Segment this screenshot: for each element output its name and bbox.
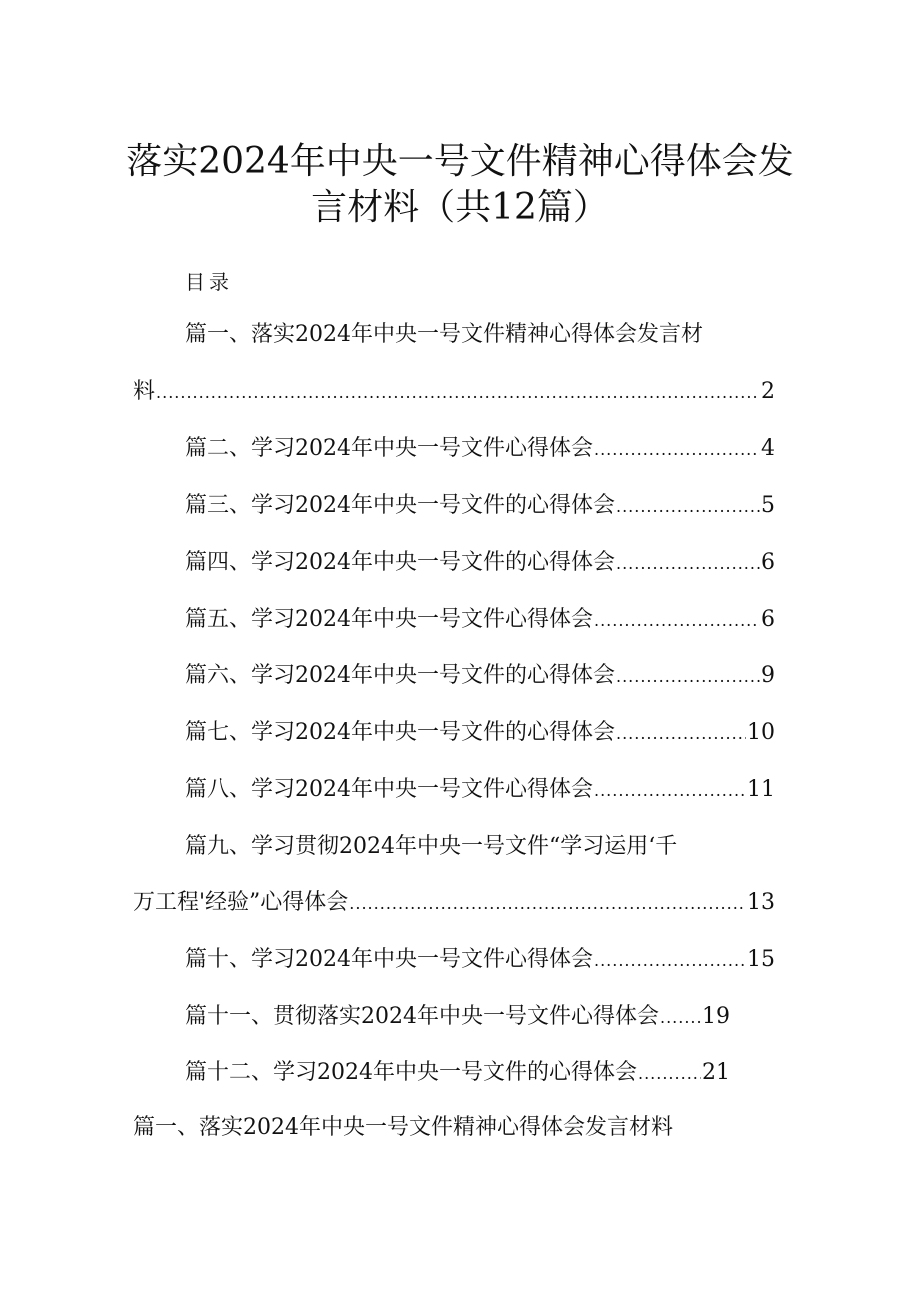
toc-entry-7[interactable] (185, 718, 775, 749)
toc-entry-5[interactable] (185, 605, 775, 636)
toc-entry-text: 篇十一、贯彻落实2024年中央一号文件心得体会 (185, 1004, 659, 1029)
toc-page-number: 5 (761, 493, 775, 518)
toc-entry-text: 篇五、学习2024年中央一号文件心得体会 (185, 607, 593, 632)
toc-entry-12[interactable] (185, 1058, 730, 1089)
toc-entry-text: 篇八、学习2024年中央一号文件心得体会 (185, 777, 593, 802)
toc-entry-text: 篇六、学习2024年中央一号文件的心得体会 (185, 663, 615, 688)
dot-leader (616, 662, 760, 692)
dot-leader (616, 492, 760, 522)
toc-entry-10[interactable] (185, 945, 775, 976)
toc-entry-text: 篇二、学习2024年中央一号文件心得体会 (185, 436, 593, 461)
document-title-line-2: 言材料（共12篇） (311, 187, 609, 228)
dot-leader (638, 1059, 701, 1089)
toc-entry-text: 篇三、学习2024年中央一号文件的心得体会 (185, 493, 615, 518)
toc-entry-4[interactable] (185, 548, 775, 579)
toc-entry-text: 篇四、学习2024年中央一号文件的心得体会 (185, 550, 615, 575)
toc-page-number: 21 (702, 1060, 730, 1085)
toc-entry-11[interactable] (185, 1002, 730, 1033)
dot-leader (594, 946, 746, 976)
dot-leader (349, 889, 746, 919)
dot-leader (616, 719, 746, 749)
toc-entry-6[interactable] (185, 661, 775, 692)
toc-entry-1[interactable] (133, 377, 775, 408)
toc-page-number: 13 (747, 890, 775, 915)
dot-leader (594, 776, 746, 806)
toc-entry-3[interactable] (185, 491, 775, 522)
dot-leader (594, 606, 760, 636)
toc-page-number: 2 (761, 379, 775, 404)
dot-leader (594, 435, 760, 465)
toc-entry-2[interactable] (185, 434, 775, 465)
dot-leader (616, 549, 760, 579)
toc-page-number: 19 (702, 1004, 730, 1029)
toc-entry-text: 篇七、学习2024年中央一号文件的心得体会 (185, 720, 615, 745)
toc-entry-text: 料 (133, 379, 156, 404)
toc-page-number: 4 (761, 436, 775, 461)
toc-page-number: 11 (747, 777, 775, 802)
section-heading: 篇一、落实2024年中央一号文件精神心得体会发言材料 (133, 1115, 673, 1140)
toc-page-number: 15 (747, 947, 775, 972)
toc-page-number: 9 (761, 663, 775, 688)
dot-leader (156, 378, 760, 408)
toc-page-number: 10 (747, 720, 775, 745)
dot-leader (660, 1003, 701, 1033)
toc-label: 目录 (185, 270, 233, 294)
toc-entry-text: 万工程'经验”心得体会 (133, 890, 349, 915)
document-title-line-1: 落实2024年中央一号文件精神心得体会发 (126, 141, 794, 182)
toc-entry-9-line-1[interactable]: 篇九、学习贯彻2024年中央一号文件“学习运用‘千 (185, 834, 678, 859)
toc-entry-text: 篇十、学习2024年中央一号文件心得体会 (185, 947, 593, 972)
toc-page-number: 6 (761, 550, 775, 575)
toc-entry-8[interactable] (185, 775, 775, 806)
toc-entry-text: 篇十二、学习2024年中央一号文件的心得体会 (185, 1060, 637, 1085)
toc-entry-9[interactable] (133, 888, 775, 919)
toc-page-number: 6 (761, 607, 775, 632)
toc-entry-1-line-1[interactable]: 篇一、落实2024年中央一号文件精神心得体会发言材 (185, 322, 703, 347)
